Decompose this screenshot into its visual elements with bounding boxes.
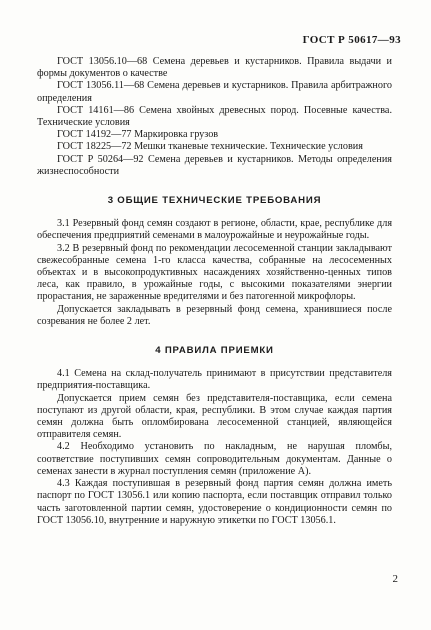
- reference-item: ГОСТ 14192—77 Маркировка грузов: [57, 129, 219, 141]
- section-4-title: 4 ПРАВИЛА ПРИЕМКИ: [155, 345, 274, 357]
- section-4-paragraph: 4.2 Необходимо установить по накладным, не нарушая пломбы, соответствие поступивших семян сопроводительным документам. Данные о семенах занести в журнал поступления семян (приложение А).: [37, 441, 392, 477]
- reference-item: ГОСТ 14161—86 Семена хвойных древесных пород. Посевные качества. Технические условия: [37, 104, 392, 129]
- reference-item: ГОСТ 13056.11—68 Семена деревьев и кустарников. Правила арбитражного определения: [37, 80, 392, 104]
- reference-item: ГОСТ Р 50264—92 Семена деревьев и кустарников. Методы определения жизнеспособности: [37, 153, 392, 177]
- reference-item: ГОСТ 18225—72 Мешки тканевые технические. Технические условия: [57, 141, 363, 153]
- section-4-paragraph: Допускается прием семян без представителя-поставщика, если семена поступают из другой области, края, республики. В этом случае каждая партия семян должна быть опломбирована лесосеменной станцией, являющейся отправителя семян.: [37, 392, 392, 441]
- section-3-paragraph: 3.2 В резервный фонд по рекомендации лесосеменной станции закладывают свежесобранные семена 1-го класса качества, собранные на лесосеменных объектах и в высокопродуктивных насаждениях хозяйственно-ценных типов леса, как правило, в урожайные годы, с высокими показателями энергии прорастания, не зараженные вредителями и без патогенной микрофлоры.: [37, 242, 392, 303]
- reference-item: ГОСТ 13056.10—68 Семена деревьев и кустарников. Правила выдачи и формы документов о качестве: [37, 56, 392, 80]
- section-4-paragraph: 4.1 Семена на склад-получатель принимают в присутствии представителя предприятия-поставщика.: [37, 368, 392, 392]
- section-4-paragraph: 4.3 Каждая поступившая в резервный фонд партия семян должна иметь паспорт по ГОСТ 13056.1 или копию паспорта, если поставщик отправил только часть заготовленной партии семян, удостоверение о кондиционности семян по ГОСТ 13056.10, внутренние и наружную этикетки по ГОСТ 13056.1.: [37, 478, 392, 526]
- section-3-paragraph: Допускается закладывать в резервный фонд семена, хранившиеся после созревания не более 2 лет.: [37, 303, 392, 327]
- section-3-paragraph: 3.1 Резервный фонд семян создают в регионе, области, крае, республике для обеспечения предприятий семенами в малоурожайные и неурожайные годы.: [37, 218, 392, 242]
- document-body: [37, 56, 392, 527]
- document-header: ГОСТ Р 50617—93: [302, 34, 401, 46]
- page-number: 2: [392, 573, 398, 585]
- reference-list: [37, 56, 392, 178]
- section-3-title: 3 ОБЩИЕ ТЕХНИЧЕСКИЕ ТРЕБОВАНИЯ: [107, 195, 322, 207]
